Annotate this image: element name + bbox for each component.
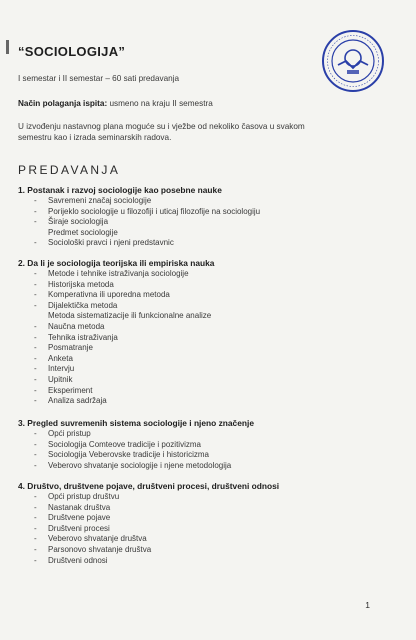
list-item [18, 396, 398, 407]
dash-bullet: - [34, 238, 37, 248]
list-item-text: Opći pristup [48, 429, 91, 438]
document-title: “SOCIOLOGIJA” [18, 44, 126, 59]
list-item [18, 280, 398, 291]
list-item [18, 354, 398, 365]
list-item-text: Parsonovo shvatanje društva [48, 544, 152, 554]
list-item-text: Društveni procesi [48, 523, 110, 533]
dash-bullet: - [34, 385, 37, 395]
list-item [18, 228, 398, 239]
list-item [18, 556, 398, 567]
dash-bullet: - [34, 492, 37, 501]
list-item-text: Predmet sociologije [48, 227, 118, 237]
list-item-text: Porijeklo sociologije u filozofiji i uticaj filozofije na sociologiju [48, 206, 261, 216]
list-item-text: Metoda sistematizacije ili funkcionalne analize [48, 311, 212, 321]
list-item-text: Veberovo shvatanje sociologije i njene metodologija [48, 460, 232, 470]
section-4 [18, 481, 398, 566]
list-item [18, 545, 398, 556]
list-item [18, 217, 398, 228]
dash-bullet: - [34, 353, 37, 363]
dash-bullet: - [34, 450, 37, 460]
list-item-text: Društveni odnosi [48, 555, 108, 565]
page-number: 1 [365, 600, 370, 610]
section-title: 2. Da li je sociologija teorijska ili empiriska nauka [18, 258, 215, 268]
list-item-text: Intervju [48, 364, 75, 374]
list-item [18, 450, 398, 461]
dash-bullet: - [34, 534, 37, 544]
list-item [18, 290, 398, 301]
paragraph-line: semestru kao i izrada seminarskih radova. [18, 133, 172, 142]
list-item-text: Savremeni značaj sociologije [48, 196, 152, 205]
list-item-text: Metode i tehnike istraživanja sociologije [48, 269, 189, 278]
list-item-text: Nastanak društva [48, 502, 111, 512]
dash-bullet: - [34, 439, 37, 449]
list-item [18, 492, 398, 503]
list-item-text: Anketa [48, 353, 73, 363]
list-item [18, 333, 398, 344]
exam-line [18, 99, 213, 108]
semester-line: I semestar i II semestar – 60 sati predavanja [18, 74, 180, 83]
list-item-text: Širaje sociologija [48, 217, 109, 227]
list-item [18, 534, 398, 545]
list-item-text: Historijska metoda [48, 279, 114, 289]
list-item [18, 429, 398, 440]
list-item [18, 343, 398, 354]
list-item [18, 503, 398, 514]
dash-bullet: - [34, 523, 37, 533]
lectures-heading: PREDAVANJA [18, 163, 121, 177]
dash-bullet: - [34, 396, 37, 406]
list-item [18, 269, 398, 280]
list-item [18, 196, 398, 207]
list-item-text: Tehnika istraživanja [48, 332, 118, 342]
university-seal-icon [320, 28, 386, 94]
dash-bullet: - [34, 269, 37, 278]
dash-bullet: - [34, 544, 37, 554]
list-item [18, 524, 398, 535]
dash-bullet: - [34, 206, 37, 216]
dash-bullet: - [34, 279, 37, 289]
intro-paragraph [18, 121, 398, 143]
section-2 [18, 258, 398, 407]
list-item-text: Analiza sadržaja [48, 396, 107, 406]
list-item [18, 364, 398, 375]
list-item-text: Sociologija Veberovske tradicije i historicizma [48, 450, 209, 460]
list-item-text: Opći pristup društvu [48, 492, 120, 501]
section-title: 4. Društvo, društvene pojave, društveni procesi, društveni odnosi [18, 481, 280, 491]
list-item [18, 207, 398, 218]
scan-mark [6, 40, 9, 54]
list-item-text: Komperativna ili uporedna metoda [48, 290, 170, 300]
list-item [18, 440, 398, 451]
section-1 [18, 185, 398, 249]
list-item-text: Veberovo shvatanje društva [48, 534, 147, 544]
dash-bullet: - [34, 300, 37, 310]
section-title: 3. Pregled suvremenih sistema sociologije i njeno značenje [18, 418, 254, 428]
list-item [18, 322, 398, 333]
list-item-text: Eksperiment [48, 385, 93, 395]
dash-bullet: - [34, 217, 37, 227]
dash-bullet: - [34, 364, 37, 374]
dash-bullet: - [34, 502, 37, 512]
list-item [18, 311, 398, 322]
list-item [18, 513, 398, 524]
dash-bullet: - [34, 460, 37, 470]
dash-bullet: - [34, 196, 37, 205]
list-item-text: Naučna metoda [48, 321, 105, 331]
list-item-text: Upitnik [48, 374, 73, 384]
dash-bullet: - [34, 513, 37, 523]
exam-label: Način polaganja ispita: [18, 99, 108, 108]
section-title: 1. Postanak i razvoj sociologije kao posebne nauke [18, 185, 222, 195]
dash-bullet: - [34, 343, 37, 353]
list-item-text: Sociologija Comteove tradicije i pozitivizma [48, 439, 201, 449]
list-item [18, 375, 398, 386]
dash-bullet: - [34, 429, 37, 438]
dash-bullet: - [34, 321, 37, 331]
dash-bullet: - [34, 555, 37, 565]
list-item [18, 386, 398, 397]
paragraph-line: U izvođenju nastavnog plana moguće su i vježbe od nekoliko časova u svakom [18, 122, 305, 131]
section-3 [18, 418, 398, 471]
list-item-text: Dijalektička metoda [48, 300, 118, 310]
dash-bullet: - [34, 374, 37, 384]
list-item-text: Društvene pojave [48, 513, 111, 523]
list-item [18, 238, 398, 249]
list-item-text: Sociološki pravci i njeni predstavnic [48, 238, 174, 248]
list-item-text: Posmatranje [48, 343, 93, 353]
dash-bullet: - [34, 332, 37, 342]
exam-value: usmeno na kraju II semestra [109, 99, 213, 108]
list-item [18, 301, 398, 312]
list-item [18, 461, 398, 472]
dash-bullet: - [34, 290, 37, 300]
